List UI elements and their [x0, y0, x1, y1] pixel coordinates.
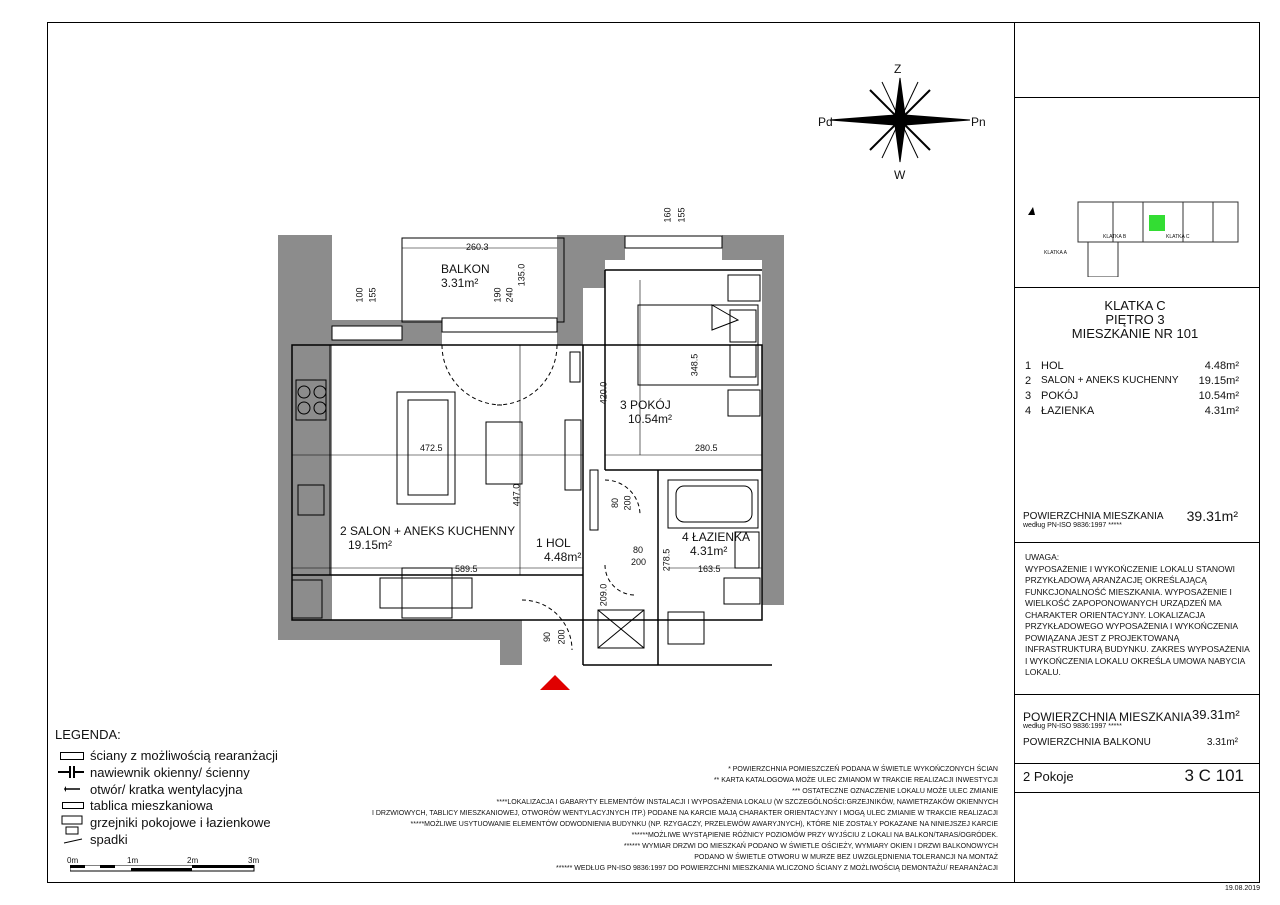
dim-text: 190 — [492, 287, 503, 303]
dim-text: 160 — [662, 207, 673, 223]
compass-west: Pd — [818, 115, 833, 129]
dim-text: 348.5 — [689, 353, 700, 377]
key-plan-label-b: KLATKA B — [1103, 234, 1127, 240]
dim-text: 90 — [542, 631, 553, 643]
balcony-area-label: POWIERZCHNIA BALKONU — [1023, 737, 1151, 748]
legend-item: nawiewnik okienny/ ścienny — [90, 765, 250, 780]
dim-text: 80 — [610, 497, 621, 509]
key-plan — [1023, 187, 1253, 277]
area2-label: POWIERZCHNIA MIESZKANIA — [1023, 710, 1192, 724]
dim-text: 163.5 — [698, 564, 721, 574]
room-list — [1025, 360, 1239, 420]
legend-item: otwór/ kratka wentylacyjna — [90, 782, 243, 797]
room-label-1: 1 HOL 4.48m² — [536, 536, 582, 564]
footnote: ****LOKALIZACJA I GABARYTY ELEMENTÓW INSTALACJI I WYPOSAŻENIA LOKALU (W SZCZEGÓLNOŚCI:GRZEJNIKÓW, NAWIETRZAKÓW OKIENNYCH — [496, 799, 998, 806]
dim-text: 278.5 — [661, 548, 672, 572]
legend-title: LEGENDA: — [55, 727, 121, 742]
legend-item: ściany z możliwością rearanżacji — [90, 748, 278, 763]
room-label-3: 3 POKÓJ 10.54m² — [620, 398, 673, 426]
area-value: 39.31m² — [1186, 508, 1238, 524]
scale-label: 3m — [248, 856, 260, 865]
dim-text: 155 — [367, 287, 378, 303]
compass-north: Z — [894, 62, 902, 76]
footnote: *****MOŻLIWE USYTUOWANIE ELEMENTÓW ODWODNIENIA BUDYNKU (NP. RZYGACZY, PRZELEWÓW AWARYJNYCH), KTÓRE NIE ZOSTAŁY POKAZANE NA NINIEJSZEJ KARCIE — [410, 821, 998, 828]
scale-label: 0m — [67, 856, 79, 865]
compass-south: W — [894, 168, 906, 182]
key-plan-label-a: KLATKA A — [1044, 250, 1067, 256]
rooms-count: 2 Pokoje — [1023, 769, 1074, 784]
footnote: PODANO W ŚWIETLE OTWORU W MURZE BEZ UWZGLĘDNIENIA TOLERANCJI NA MONTAŻ — [694, 854, 998, 861]
key-plan-label-c: KLATKA C — [1166, 234, 1190, 240]
dim-text: 155 — [676, 207, 687, 223]
footnotes — [350, 766, 998, 876]
area-sub: według PN-ISO 9836:1997 ***** — [1023, 522, 1122, 529]
footnote: ******MOŻLIWE WYSTĄPIENIE RÓŻNICY POZIOMÓW PRZY WYJŚCIU Z LOKALI NA BALKON/TARAS/OGRÓDEK. — [631, 832, 998, 839]
dim-text: 209.0 — [598, 583, 609, 607]
date-stamp: 19.08.2019 — [1224, 885, 1260, 892]
room-label-balkon: BALKON 3.31m² — [441, 262, 490, 290]
dim-text: 80 — [633, 545, 644, 555]
room-list-item: 2 SALON + ANEKS KUCHENNY 19.15m² — [1025, 375, 1239, 387]
area2-value: 39.31m² — [1192, 707, 1240, 722]
unit-code: 3 C 101 — [1184, 766, 1244, 785]
room-label-2: 2 SALON + ANEKS KUCHENNY 19.15m² — [340, 524, 516, 552]
room-label-4: 4 ŁAZIENKA 4.31m² — [682, 530, 751, 558]
dim-text: 200 — [556, 629, 567, 645]
dim-text: 240 — [504, 287, 515, 303]
footnote: ****** WYMIAR DRZWI DO MIESZKAŃ PODANO W ŚWIETLE OŚCIEŻY, WYMIARY OKIEN I DRZWI BALKONOWYCH — [623, 843, 998, 850]
info-sidebar — [1014, 22, 1260, 883]
dim-text: 472.5 — [420, 443, 443, 453]
footnote: ** KARTA KATALOGOWA MOŻE ULEC ZMIANOM W TRAKCIE REALIZACJI INWESTYCJI — [713, 777, 998, 784]
room-list-item: 1 HOL 4.48m² — [1025, 360, 1239, 372]
area2-sub: według PN-ISO 9836:1997 ***** — [1023, 723, 1122, 730]
legend-item: spadki — [90, 832, 128, 847]
uwaga-note: UWAGA: WYPOSAŻENIE I WYKOŃCZENIE LOKALU STANOWI PRZYKŁADOWĄ ARANŻACJĘ OKREŚLAJĄCĄ FUNKCJONALNOŚĆ MIESZKANIA. WYPOSAŻENIE I WIELKOŚĆ ZAPOPONOWANYCH URZĄDZEŃ MA CHARAKTER ORIENTACYJNY. LOKALIZACJA PRZYKŁADOWEGO WYPOSAŻENIA I WYKOŃCZENIA POWIĄZANA JEST Z PROJEKTOWANĄ INFRASTRUKTURĄ BUDYNKU. ZAKRES WYPOSAŻENIA I WYKOŃCZENIA LOKALU OKREŚLA UMOWA NABYCIA LOKALU. — [1025, 552, 1250, 677]
entrance-marker — [540, 675, 570, 690]
legend-item: tablica mieszkaniowa — [90, 798, 213, 813]
footnote: * POWIERZCHNIA POMIESZCZEŃ PODANA W ŚWIETLE WYKOŃCZONYCH ŚCIAN — [728, 766, 998, 773]
footnote: *** OSTATECZNE OZNACZENIE LOKALU MOŻE ULEC ZMIANIE — [792, 788, 998, 795]
dim-text: 200 — [631, 557, 647, 567]
scale-label: 2m — [187, 856, 199, 865]
footnote: I DRZWIOWYCH, TABLICY MIESZKANIOWEJ, OTWORÓW WENTYLACYJNYCH ITP.) PODANE NA KARCIE MAJĄ CHARAKTER ORIENTACYJNY I MOGĄ ULEC ZMIANIE W TRAKCIE REALIZACJI — [371, 810, 998, 817]
dim-text: 135.0 — [516, 263, 527, 287]
room-list-item: 4 ŁAZIENKA 4.31m² — [1025, 405, 1239, 417]
unit-title: KLATKA C PIĘTRO 3 MIESZKANIE NR 101 — [1071, 298, 1199, 341]
dim-text: 589.5 — [455, 564, 478, 574]
balcony-area-value: 3.31m² — [1206, 737, 1238, 748]
legend-item: grzejniki pokojowe i łazienkowe — [90, 815, 271, 830]
area-label: POWIERZCHNIA MIESZKANIA — [1023, 511, 1164, 522]
dim-text: 260.3 — [466, 242, 489, 252]
dim-text: 200 — [622, 495, 633, 511]
scale-label: 1m — [127, 856, 139, 865]
footnote: ****** WEDŁUG PN-ISO 9836:1997 DO POWIERZCHNI MIESZKANIA WLICZONO ŚCIANY Z MOŻLIWOŚCIĄ DEMONTAŻU/ REARANŻACJI — [556, 865, 998, 872]
room-list-item: 3 POKÓJ 10.54m² — [1025, 390, 1239, 402]
compass-east: Pn — [971, 115, 986, 129]
dim-text: 280.5 — [695, 443, 718, 453]
dim-text: 447.0 — [511, 483, 522, 507]
dim-text: 420.0 — [598, 381, 609, 405]
dim-text: 100 — [354, 287, 365, 303]
